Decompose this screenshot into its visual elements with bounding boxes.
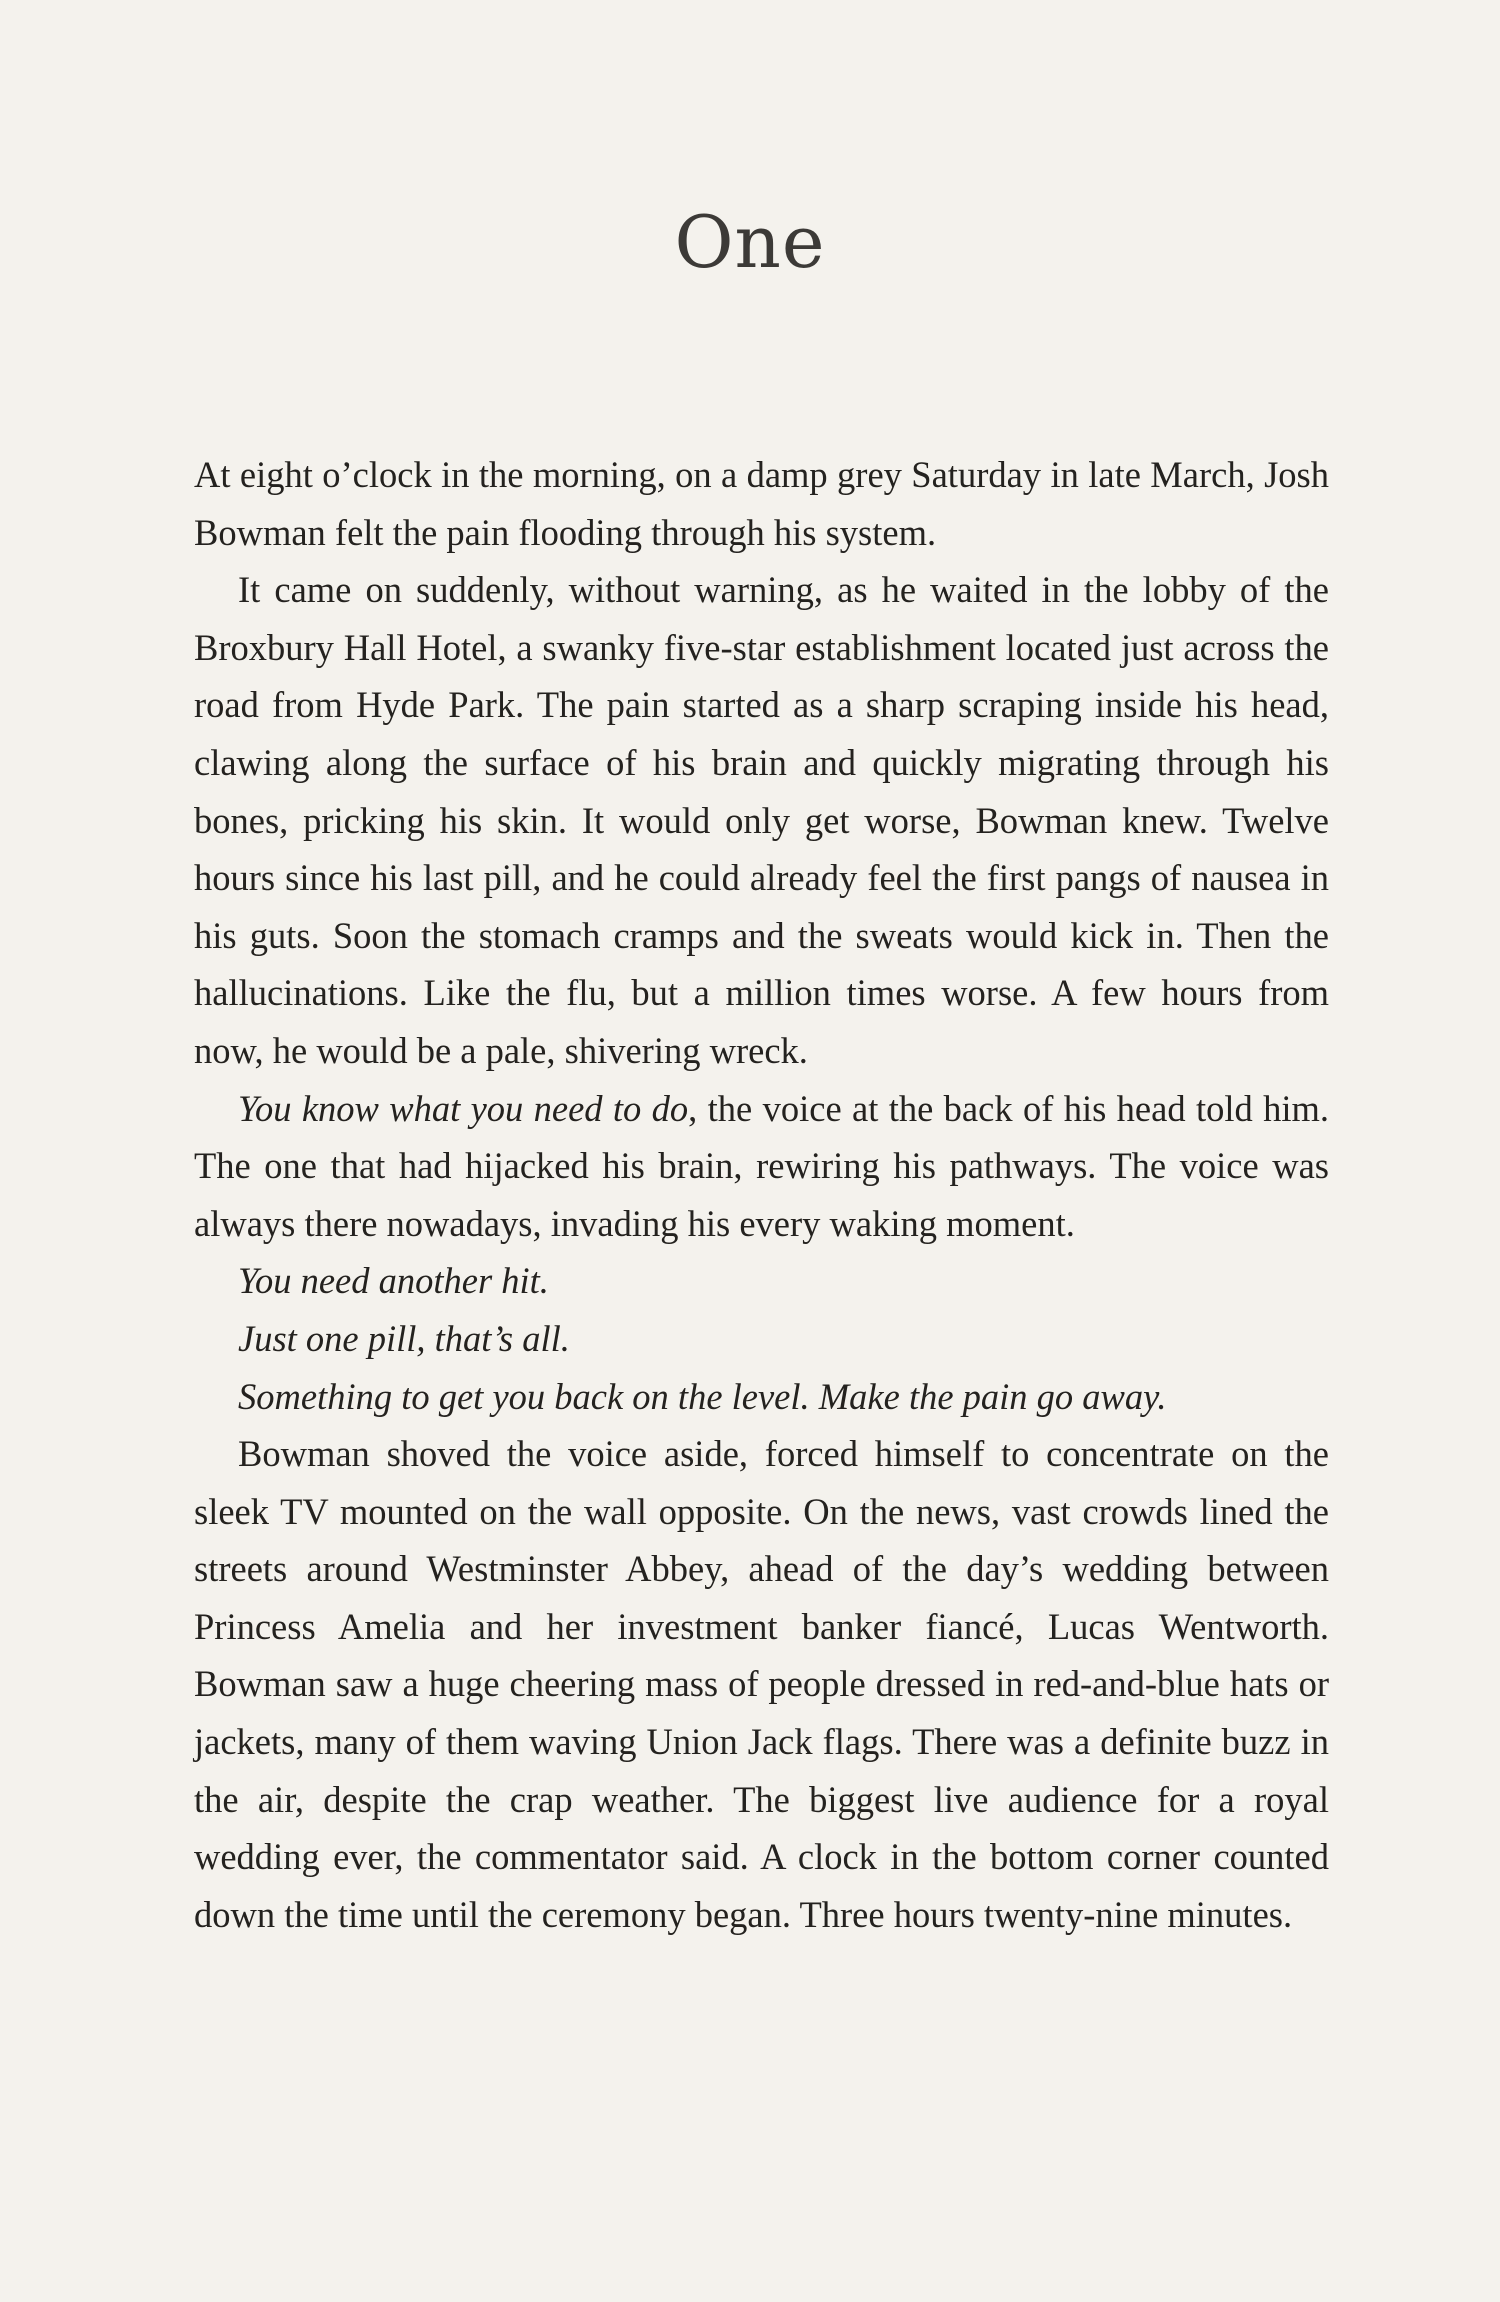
chapter-body <box>194 446 1329 1943</box>
chapter-title: One <box>674 200 826 284</box>
paragraph-1: At eight o’clock in the morning, on a damp grey Saturday in late March, Josh Bowman felt the pain flooding through his system. <box>194 454 1329 553</box>
paragraph-3-rest: , the voice at the back of his head told him. The one that had hijacked his brain, rewiring his pathways. The voice was always there nowadays, invading his every waking moment. <box>194 1087 1329 1244</box>
inner-voice-line-2: Just one pill, that’s all. <box>238 1317 570 1359</box>
inner-voice-line-1: You need another hit. <box>238 1260 549 1302</box>
paragraph-2: It came on suddenly, without warning, as he waited in the lobby of the Broxbury Hall Hotel, a swanky five-star establishment located just across the road from Hyde Park. The pain started as a sharp scraping inside his head, clawing along the surface of his brain and quickly migrating through his bones, pricking his skin. It would only get worse, Bowman knew. Twelve hours since his last pill, and he could already feel the first pangs of nausea in his guts. Soon the stomach cramps and the sweats would kick in. Then the hallucinations. Like the flu, but a million times worse. A few hours from now, he would be a pale, shivering wreck. <box>194 569 1329 1071</box>
inner-voice-text: You know what you need to do <box>238 1087 689 1129</box>
inner-voice-line-3: Something to get you back on the level. Make the pain go away. <box>238 1375 1167 1417</box>
paragraph-7: Bowman shoved the voice aside, forced himself to concentrate on the sleek TV mounted on the wall opposite. On the news, vast crowds lined the streets around Westminster Abbey, ahead of the day’s wedding between Princess Amelia and her investment banker fiancé, Lucas Wentworth. Bowman saw a huge cheering mass of people dressed in red-and-blue hats or jackets, many of them waving Union Jack flags. There was a definite buzz in the air, despite the crap weather. The biggest live audience for a royal wedding ever, the commentator said. A clock in the bottom corner counted down the time until the ceremony began. Three hours twenty-nine minutes. <box>194 1433 1329 1935</box>
paragraph-3 <box>194 1080 1329 1253</box>
